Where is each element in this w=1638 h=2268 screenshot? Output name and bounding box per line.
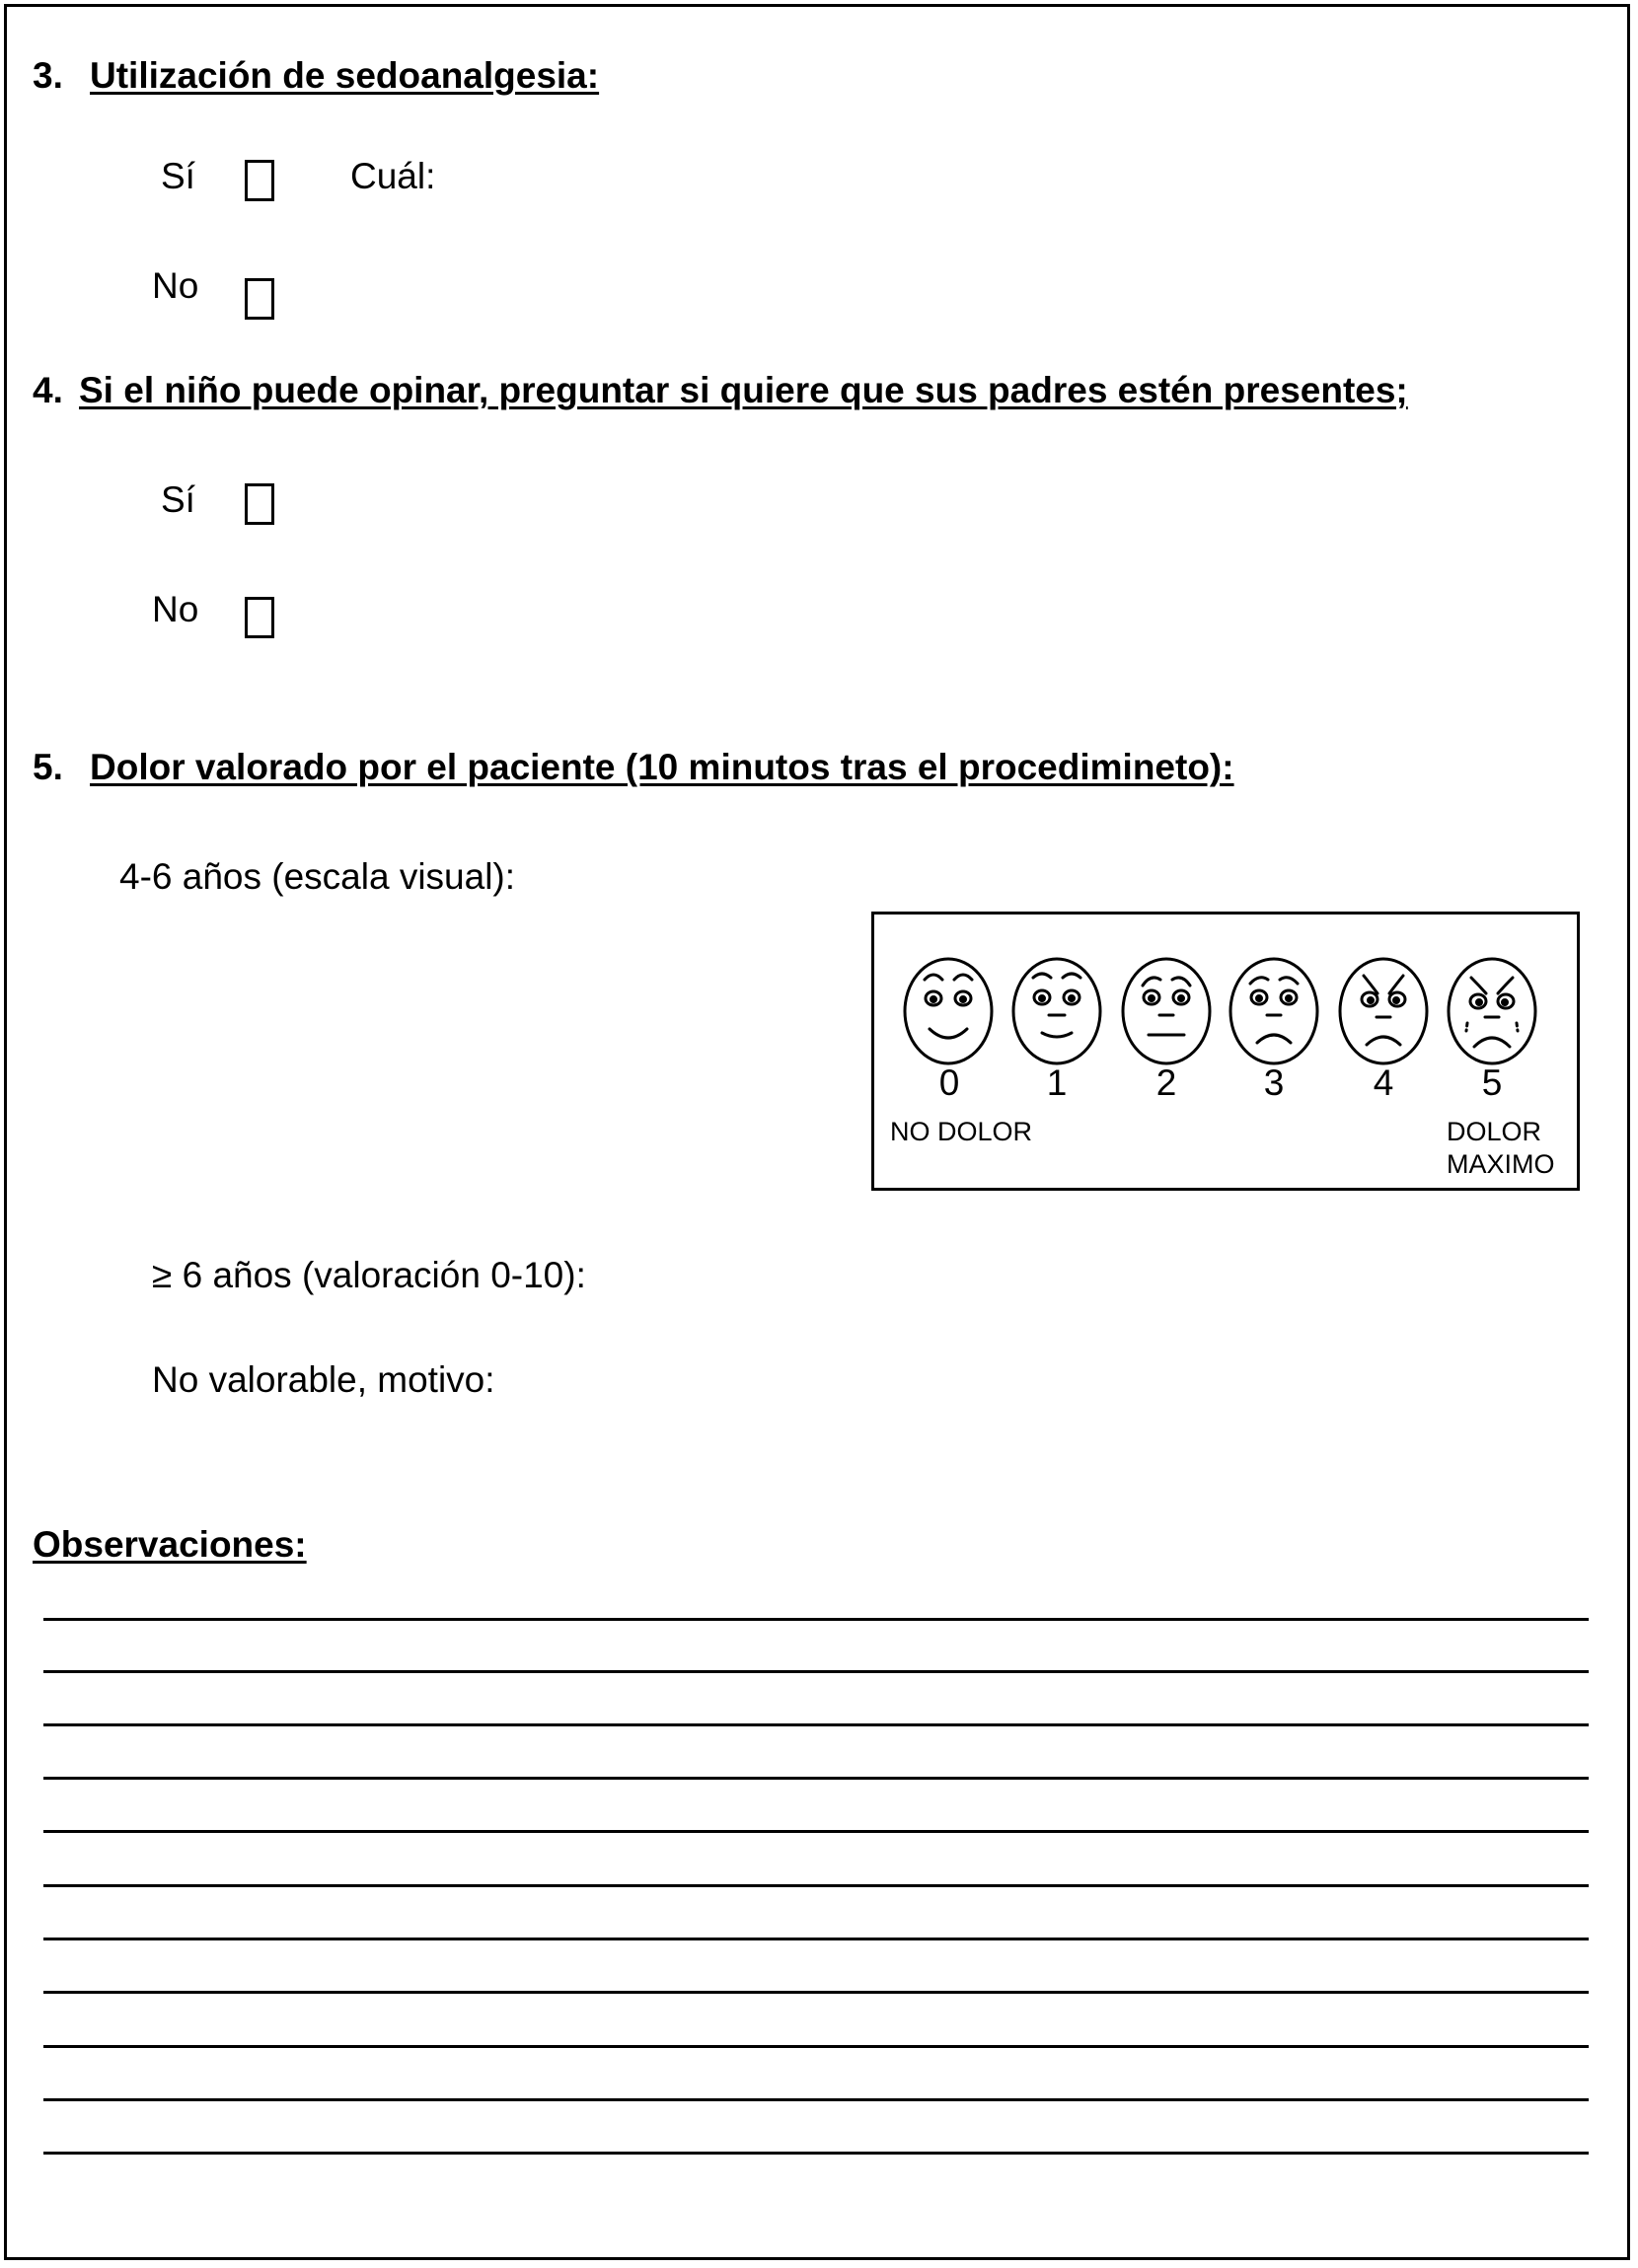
section-3-number: 3. bbox=[33, 55, 63, 96]
section-4-number: 4. bbox=[33, 370, 63, 410]
section-3-no-label: No bbox=[152, 265, 199, 306]
observation-line-2[interactable] bbox=[43, 1670, 1589, 1673]
observation-line-3[interactable] bbox=[43, 1723, 1589, 1726]
observation-line-6[interactable] bbox=[43, 1884, 1589, 1887]
observation-line-7[interactable] bbox=[43, 1938, 1589, 1940]
section-3-title: Utilización de sedoanalgesia: bbox=[90, 55, 600, 96]
observation-line-1[interactable] bbox=[43, 1618, 1589, 1621]
section-3-which-label: Cuál: bbox=[350, 156, 436, 196]
numeric-scale-label: ≥ 6 años (valoración 0-10): bbox=[152, 1255, 586, 1295]
scale-value-0: 0 bbox=[938, 1062, 960, 1103]
section-4-no-checkbox[interactable] bbox=[245, 597, 274, 638]
face-1-icon bbox=[1013, 959, 1100, 1063]
observation-line-9[interactable] bbox=[43, 2045, 1589, 2048]
observation-line-10[interactable] bbox=[43, 2098, 1589, 2101]
scale-max-label-line2: MAXIMO bbox=[1447, 1149, 1555, 1179]
visual-scale-label: 4-6 años (escala visual): bbox=[119, 856, 516, 897]
scale-value-4: 4 bbox=[1373, 1062, 1394, 1103]
face-3-icon bbox=[1230, 959, 1317, 1063]
not-assessable-label: No valorable, motivo: bbox=[152, 1359, 495, 1400]
section-4-yes-checkbox[interactable] bbox=[245, 483, 274, 525]
faces-pain-scale bbox=[871, 912, 1580, 1191]
face-4-icon bbox=[1340, 959, 1427, 1063]
scale-value-3: 3 bbox=[1263, 1062, 1285, 1103]
section-5-title: Dolor valorado por el paciente (10 minutos tras el procedimineto): bbox=[90, 747, 1234, 787]
section-3-yes-label: Sí bbox=[161, 156, 195, 196]
observation-line-5[interactable] bbox=[43, 1830, 1589, 1833]
observation-line-4[interactable] bbox=[43, 1777, 1589, 1780]
section-4-no-label: No bbox=[152, 589, 199, 629]
face-2-icon bbox=[1123, 959, 1210, 1063]
section-3-yes-checkbox[interactable] bbox=[245, 160, 274, 201]
scale-min-label: NO DOLOR bbox=[890, 1117, 1033, 1146]
section-3-no-checkbox[interactable] bbox=[245, 278, 274, 320]
face-5-icon bbox=[1449, 959, 1535, 1063]
section-5-number: 5. bbox=[33, 747, 63, 787]
scale-value-1: 1 bbox=[1046, 1062, 1068, 1103]
observation-line-8[interactable] bbox=[43, 1991, 1589, 1994]
scale-value-2: 2 bbox=[1155, 1062, 1177, 1103]
section-4-title: Si el niño puede opinar, preguntar si quiere que sus padres estén presentes; bbox=[79, 370, 1408, 410]
observation-line-11[interactable] bbox=[43, 2152, 1589, 2155]
scale-value-5: 5 bbox=[1481, 1062, 1503, 1103]
scale-max-label-line1: DOLOR bbox=[1447, 1117, 1542, 1146]
section-4-yes-label: Sí bbox=[161, 479, 195, 520]
face-0-icon bbox=[905, 959, 992, 1063]
observations-title: Observaciones: bbox=[33, 1524, 307, 1565]
